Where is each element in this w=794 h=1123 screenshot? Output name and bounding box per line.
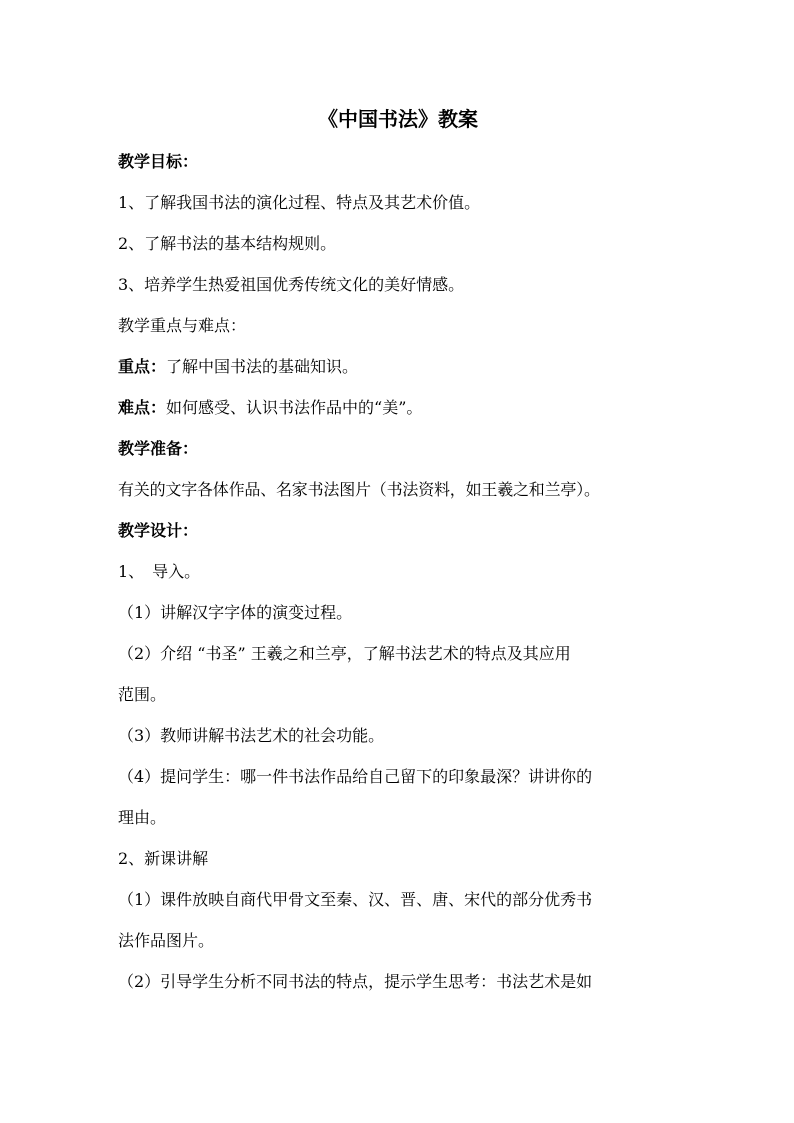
goal-3: 3、培养学生热爱祖国优秀传统文化的美好情感。 xyxy=(118,275,465,294)
step-2-item-1-line-1: （1）课件放映自商代甲骨文至秦、汉、晋、唐、宋代的部分优秀书 xyxy=(118,890,593,909)
design-heading: 教学设计： xyxy=(118,521,199,540)
document-title: 《中国书法》教案 xyxy=(318,107,478,131)
step-1-item-1: （1）讲解汉字字体的演变过程。 xyxy=(118,603,353,622)
step-2: 2、新课讲解 xyxy=(118,849,209,868)
difficulty-label: 难点： xyxy=(118,398,167,417)
teaching-goals-heading: 教学目标： xyxy=(118,152,199,171)
goal-1: 1、了解我国书法的演化过程、特点及其艺术价值。 xyxy=(118,193,481,212)
step-1-item-4-line-2: 理由。 xyxy=(118,808,167,827)
key-point-line xyxy=(118,346,678,387)
difficulty-text: 如何感受、认识书法作品中的“美”。 xyxy=(166,398,423,417)
step-1-item-3: （3）教师讲解书法艺术的社会功能。 xyxy=(118,726,385,745)
key-point-label: 重点： xyxy=(118,357,167,376)
goal-2: 2、了解书法的基本结构规则。 xyxy=(118,234,337,253)
step-2-item-2-line-1: （2）引导学生分析不同书法的特点，提示学生思考：书法艺术是如 xyxy=(118,972,593,991)
step-1: 1、 导入。 xyxy=(118,562,201,581)
key-point-text: 了解中国书法的基础知识。 xyxy=(166,357,359,376)
difficulty-line xyxy=(118,387,678,428)
step-1-item-2-line-2: 范围。 xyxy=(118,685,167,704)
preparation-text: 有关的文字各体作品、名家书法图片（书法资料，如王羲之和兰亭）。 xyxy=(118,480,600,499)
focus-heading: 教学重点与难点： xyxy=(118,316,247,335)
step-1-item-4-line-1: （4）提问学生：哪一件书法作品给自己留下的印象最深？讲讲你的 xyxy=(118,767,593,786)
preparation-heading: 教学准备： xyxy=(118,439,199,458)
step-2-item-1-line-2: 法作品图片。 xyxy=(118,931,215,950)
document-page xyxy=(118,103,678,1002)
step-1-item-2-line-1: （2）介绍 “书圣” 王羲之和兰亭，了解书法艺术的特点及其应用 xyxy=(118,644,571,663)
